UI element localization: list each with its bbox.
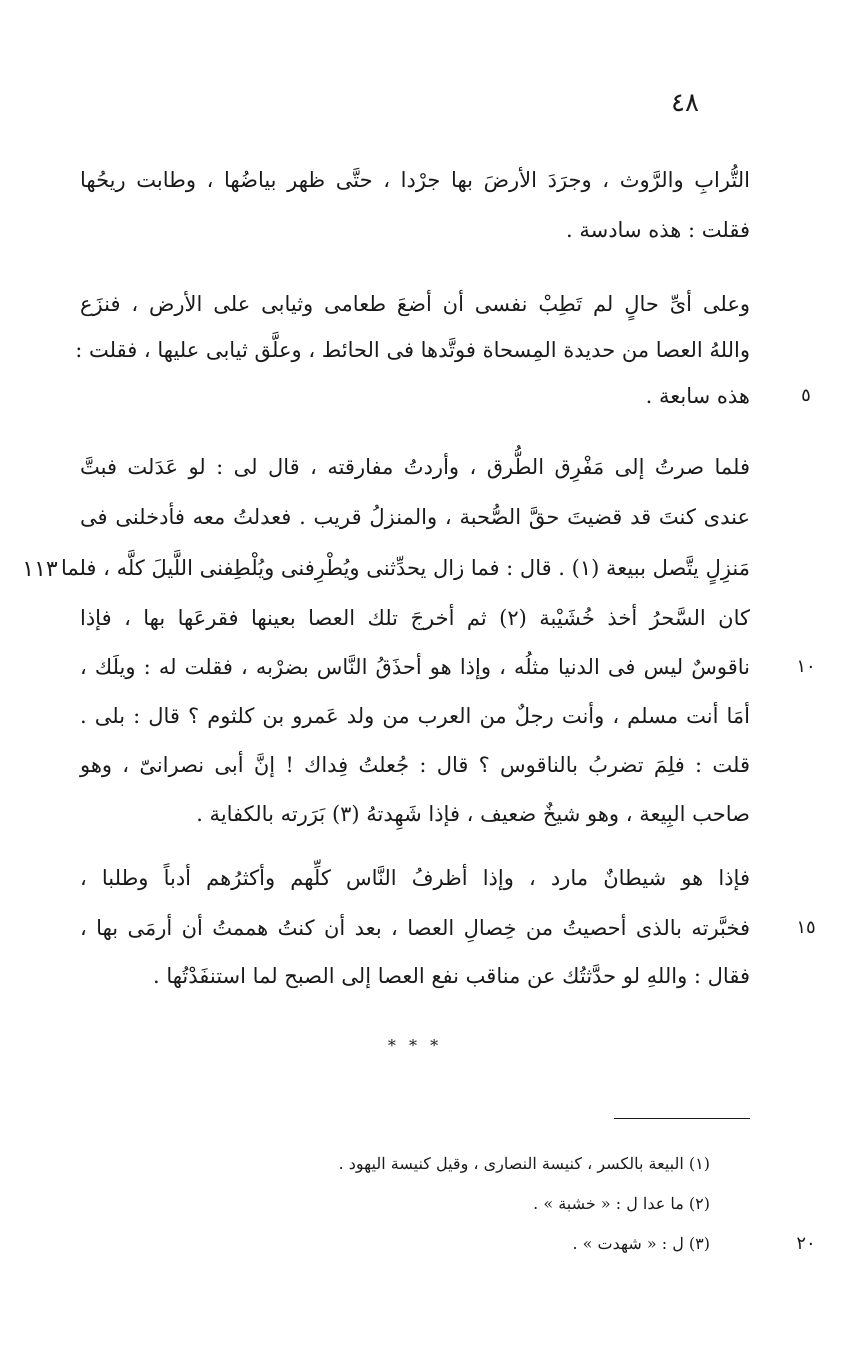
footnote: (٣) ل : « شهدت » .: [572, 1234, 710, 1253]
text-line: ناقوسٌ ليس فى الدنيا مثلُه ، وإذا هو أحذَقُ النَّاس بضرْبه ، فقلت له : ويلَك ،: [80, 655, 750, 679]
text-line: واللهُ العصا من حديدة المِسحاة فوتَّدها فى الحائط ، وعلَّق ثيابى عليها ، فقلت :: [75, 338, 750, 362]
text-line: صاحب البِيعة ، وهو شيخٌ ضعيف ، فإذا شَهِدتهُ (٣) بَرَرته بالكفاية .: [196, 802, 750, 826]
line-number: ١٠: [796, 656, 816, 677]
text-line: فقال : واللهِ لو حدَّثتُك عن مناقب نفع العصا إلى الصبح لما استنفَدْتُها .: [152, 964, 750, 988]
margin-reference: ١١٣: [22, 557, 58, 582]
text-line: فلما صرتُ إلى مَفْرِق الطُّرق ، وأردتُ مفارقته ، قال لى : لو عَدَلت فبتَّ: [80, 455, 750, 479]
footnote: (٢) ما عدا ل : « خشبة » .: [533, 1194, 710, 1213]
text-line: عندى كنتَ قد قضيتَ حقَّ الصُّحبة ، والمنزلُ قريب . فعدلتُ معه فأدخلنى فى: [80, 505, 750, 529]
text-line: فإذا هو شيطانٌ مارد ، وإذا أظرفُ النَّاس كلِّهم وأكثرُهم أدباً وطلبا ،: [80, 866, 750, 890]
text-line: التُّرابِ والرَّوث ، وجرَدَ الأرضَ بها جرْدا ، حتَّى ظهر بياضُها ، وطابت ريحُها: [80, 168, 750, 192]
line-number: ٢٠: [796, 1233, 816, 1254]
text-line: وعلى أىِّ حالٍ لم تَطِبْ نفسى أن أضعَ طعامى وثيابى على الأرض ، فنزَع: [80, 292, 750, 316]
section-separator: * * *: [387, 1036, 443, 1055]
footnote-rule: [614, 1118, 750, 1119]
text-line: كان السَّحرُ أخذ خُشَيْبة (٢) ثم أخرجَ تلك العصا بعينها فقرعَها بها ، فإذا: [80, 606, 750, 630]
line-number: ١٥: [796, 917, 816, 938]
footnote: (١) البيعة بالكسر ، كنيسة النصارى ، وقيل كنيسة اليهود .: [338, 1154, 710, 1173]
text-line: مَنزِلٍ يتَّصل ببيعة (١) . قال : فما زال يحدِّثنى ويُطْرِفنى ويُلْطِفنى اللَّيلَ كلَّه ، فلما: [60, 556, 750, 580]
line-number: ٥: [801, 385, 811, 406]
text-line: قلت : فلِمَ تضربُ بالناقوس ؟ قال : جُعلتُ فِداك ! إنَّ أبى نصرانىّ ، وهو: [80, 753, 750, 777]
page-number: ٤٨: [671, 88, 699, 118]
text-line: فقلت : هذه سادسة .: [566, 218, 750, 242]
text-line: أمَا أنت مسلم ، وأنت رجلٌ من العرب من ولد عَمرو بن كلثوم ؟ قال : بلى .: [80, 704, 750, 728]
text-line: فخبَّرته بالذى أحصيتُ من خِصالِ العصا ، بعد أن كنتُ هممتُ أن أرمَى بها ،: [80, 916, 750, 940]
text-line: هذه سابعة .: [645, 384, 750, 408]
